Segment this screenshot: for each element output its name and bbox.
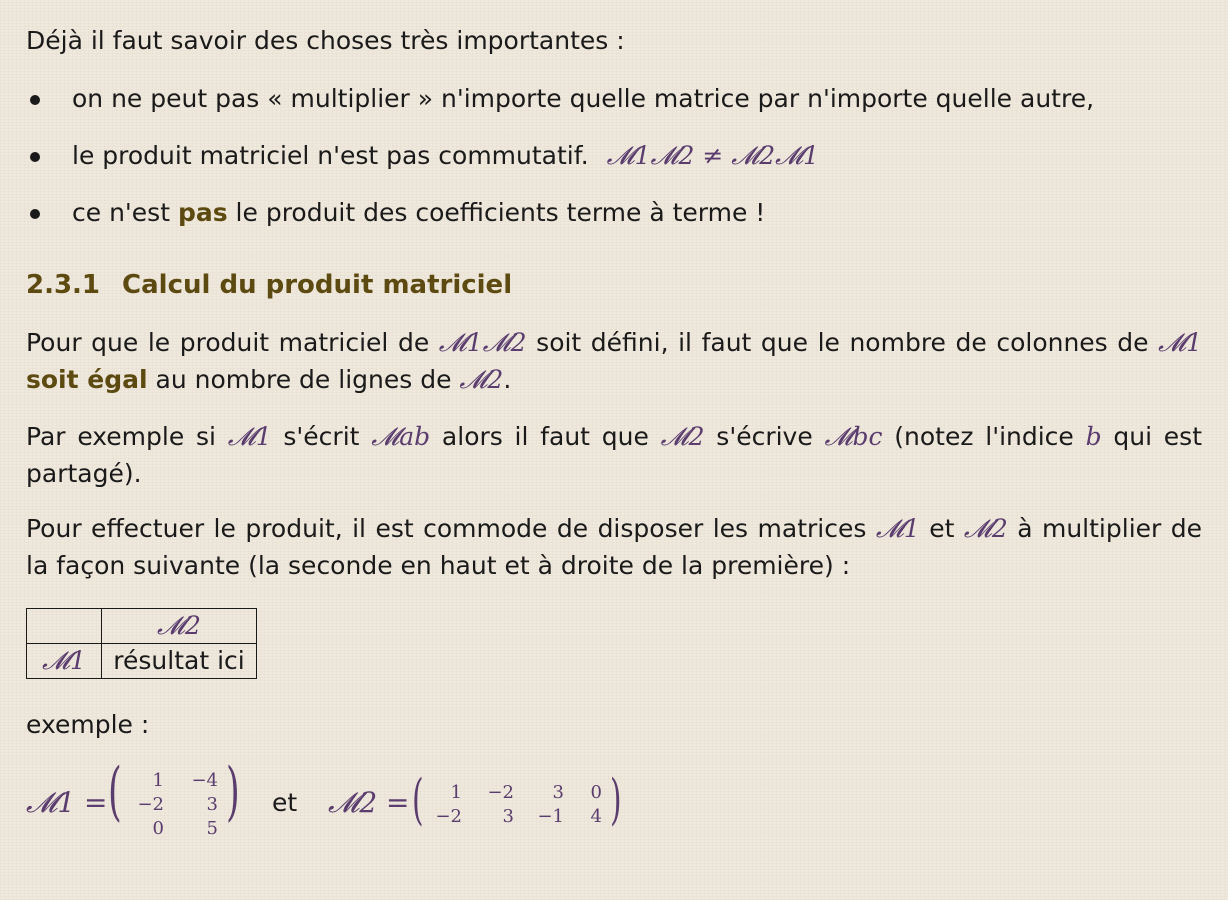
math-index-b: b (1085, 422, 1102, 451)
table-row (27, 609, 257, 644)
text-run: . (503, 365, 512, 394)
right-paren: ) (226, 755, 240, 829)
matrix-m2-cell: −2 (487, 782, 514, 803)
left-paren: ( (412, 768, 424, 831)
equals-sign: = (386, 786, 410, 819)
math-m1: 𝓜1 (227, 422, 272, 451)
math-m2: 𝓜2 (963, 514, 1008, 543)
paragraph-definition (26, 324, 1202, 398)
emphasis-text: soit égal (26, 365, 148, 394)
matrix-m2-cell: 0 (590, 782, 602, 803)
math-m1: 𝓜1 (875, 514, 920, 543)
matrix-m2-cell: 1 (450, 782, 462, 803)
text-run: soit défini, il faut que le nombre de colonnes de (526, 328, 1159, 357)
matrix-m1-cell: −4 (191, 770, 218, 791)
paragraph-layout (26, 510, 1202, 584)
text-run: Par exemple si (26, 422, 228, 451)
text-run: qui est partagé). (26, 422, 1202, 488)
math-m1: 𝓜1 (1158, 328, 1203, 357)
table-cell-empty (27, 609, 102, 644)
bullet-item-1: on ne peut pas « multiplier » n'importe quelle matrice par n'importe quelle autre, (72, 84, 1095, 113)
bullet-dot (30, 152, 40, 162)
matrix-m1-cell: 3 (206, 794, 218, 815)
bullet-dot (30, 95, 40, 105)
conjunction-et: et (272, 788, 298, 817)
bullet-item-2 (72, 137, 819, 174)
text-run: à multiplier de la façon suivante (la seconde en haut et à droite de la première) : (26, 514, 1203, 580)
matrix-m1-cell: −2 (137, 794, 164, 815)
table-cell-m1: 𝓜1 (27, 644, 102, 679)
matrix-m2-cell: 4 (590, 806, 602, 827)
math-m2: 𝓜2 (459, 365, 504, 394)
matrix-m1-label: 𝓜1 (26, 786, 76, 819)
table-row (27, 644, 257, 679)
layout-table (26, 608, 257, 679)
matrix-m1-cell: 5 (206, 818, 218, 839)
matrix-m2-cell: 3 (552, 782, 564, 803)
table-cell-result: résultat ici (102, 644, 257, 679)
math-m2: 𝓜2 (660, 422, 705, 451)
text-run: Pour effectuer le produit, il est commode de disposer les matrices (26, 514, 876, 543)
text-run: s'écrit (271, 422, 372, 451)
bullet-3-emphasis: pas (177, 198, 228, 227)
section-title: Calcul du produit matriciel (122, 270, 513, 300)
text-run: alors il faut que (430, 422, 661, 451)
section-heading (26, 265, 512, 305)
example-label: exemple : (26, 710, 150, 739)
text-run: s'écrive (704, 422, 825, 451)
text-run: au nombre de lignes de (147, 365, 460, 394)
bullet-3-post: le produit des coefficients terme à terme ! (227, 198, 766, 227)
math-mbc: 𝓜bc (824, 422, 883, 451)
math-m1m2: 𝓜1𝓜2 (438, 328, 527, 357)
bullet-dot (30, 209, 40, 219)
matrix-m2-cell: −2 (435, 806, 462, 827)
matrix-m2-label: 𝓜2 (328, 786, 378, 819)
text-run: Pour que le produit matriciel de (26, 328, 439, 357)
matrix-m2-cell: −1 (537, 806, 564, 827)
bullet-item-3 (72, 194, 765, 231)
math-mab: 𝓜ab (371, 422, 431, 451)
matrix-m1-cell: 1 (152, 770, 164, 791)
bullet-3-pre: ce n'est (72, 198, 178, 227)
text-run: (notez l'indice (882, 422, 1086, 451)
intro-text: Déjà il faut savoir des choses très importantes : (26, 26, 625, 55)
right-paren: ) (610, 768, 622, 831)
paragraph-example-dimensions (26, 418, 1202, 492)
left-paren: ( (108, 755, 122, 829)
matrix-m2-cell: 3 (502, 806, 514, 827)
table-cell-m2: 𝓜2 (102, 609, 257, 644)
text-run: et (919, 514, 964, 543)
matrix-m1-cell: 0 (152, 818, 164, 839)
equals-sign: = (84, 786, 108, 819)
section-number: 2.3.1 (26, 270, 101, 300)
commutativity-formula: 𝓜1𝓜2 ≠ 𝓜2𝓜1 (606, 141, 820, 170)
bullet-2-text: le produit matriciel n'est pas commutatif. (72, 141, 589, 170)
